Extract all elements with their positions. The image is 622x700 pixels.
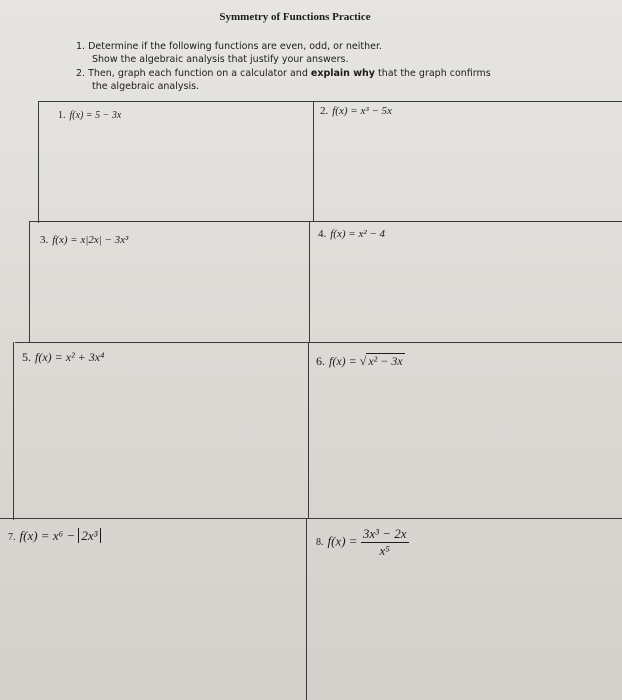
- grid-left-line-1: [38, 101, 39, 223]
- instruction-1-text-line2: Show the algebraic analysis that justify your answers.: [92, 54, 349, 65]
- problem-4-number: 4.: [318, 228, 327, 240]
- instruction-1-text: Determine if the following functions are even, odd, or neither.: [88, 41, 383, 52]
- instruction-2-text: Then, graph each function on a calculator and: [88, 68, 311, 79]
- problem-3-expression: f(x) = x|2x| − 3x³: [52, 234, 129, 246]
- problem-1: [58, 110, 121, 121]
- grid-middle-line-3: [308, 342, 309, 519]
- problem-4: [318, 228, 385, 240]
- problem-8-fraction: [361, 526, 409, 559]
- problem-4-expression: f(x) = x² − 4: [330, 228, 386, 240]
- problem-3-number: 3.: [40, 234, 49, 246]
- grid-left-line-2: [29, 221, 30, 343]
- instruction-2: [76, 67, 491, 93]
- instruction-2-text-end: that the graph confirms: [374, 68, 491, 79]
- grid-middle-line-1: [313, 101, 314, 222]
- problem-6: [316, 354, 405, 369]
- problem-8-prefix: f(x) =: [327, 533, 361, 549]
- problem-5-number: 5.: [22, 350, 31, 364]
- problem-2-number: 2.: [320, 105, 329, 117]
- instruction-2-text-line2: the algebraic analysis.: [92, 81, 200, 92]
- grid-row-line-1: [30, 221, 622, 222]
- problem-1-expression: f(x) = 5 − 3x: [69, 110, 122, 121]
- problem-6-radicand: x² − 3x: [368, 354, 403, 368]
- problem-7-absolute-value: 2x³: [78, 528, 100, 543]
- problem-5: [22, 350, 104, 365]
- grid-row-line-3: [0, 518, 622, 519]
- problem-8: [316, 526, 409, 559]
- problem-6-number: 6.: [316, 354, 325, 368]
- problem-7-prefix: f(x) = x⁶ −: [19, 528, 79, 543]
- grid-middle-line-2: [309, 221, 310, 343]
- problem-8-numerator: 3x³ − 2x: [362, 526, 407, 541]
- problem-7-number: 7.: [8, 532, 16, 543]
- grid-middle-line-4: [306, 518, 307, 700]
- instruction-1: [76, 40, 382, 66]
- problem-3: [40, 234, 128, 246]
- instruction-2-number: 2.: [76, 68, 86, 79]
- problem-8-denominator: x⁵: [379, 543, 390, 558]
- problem-6-prefix: f(x) = √: [329, 354, 367, 368]
- grid-row-line-2: [15, 342, 622, 343]
- problem-8-number: 8.: [316, 537, 324, 549]
- grid-left-line-3: [13, 342, 14, 520]
- grid-top-line: [38, 101, 622, 102]
- problem-2-expression: f(x) = x³ − 5x: [332, 105, 392, 117]
- page-title: Symmetry of Functions Practice: [219, 11, 371, 23]
- problem-5-expression: f(x) = x² + 3x⁴: [35, 350, 105, 364]
- problem-7: [8, 528, 101, 544]
- problem-1-number: 1.: [58, 110, 66, 121]
- instruction-1-number: 1.: [76, 41, 86, 52]
- problem-2: [320, 105, 392, 117]
- instruction-2-bold: explain why: [310, 68, 375, 79]
